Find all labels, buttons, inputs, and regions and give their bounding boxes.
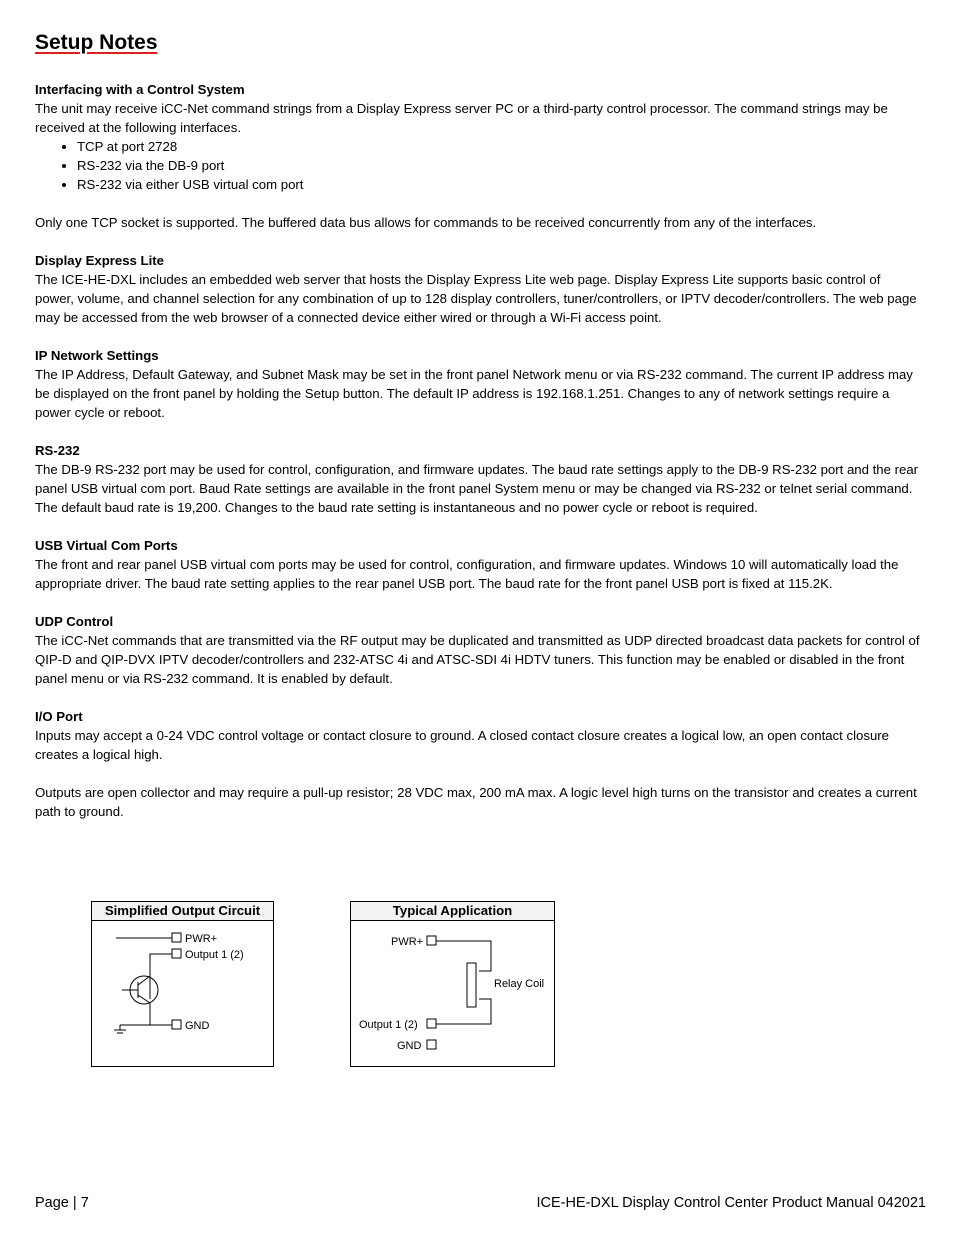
section-paragraph xyxy=(35,783,920,821)
section-usb xyxy=(35,536,920,593)
section-dxl xyxy=(35,251,920,327)
section-paragraph xyxy=(35,213,920,232)
section-udp xyxy=(35,612,920,688)
list-item: • RS-232 via either USB virtual com port xyxy=(77,175,920,194)
interface-list xyxy=(35,137,920,194)
page-number: Page | 7 xyxy=(35,1195,89,1211)
list-item: • RS-232 via the DB-9 port xyxy=(77,156,920,175)
section-heading: IP Network Settings xyxy=(35,348,159,363)
figure-caption: Typical Application xyxy=(351,902,554,921)
section-heading: USB Virtual Com Ports xyxy=(35,538,178,553)
section-rs232 xyxy=(35,441,920,517)
section-interfacing xyxy=(35,80,920,194)
section-io xyxy=(35,707,920,764)
relay-coil-diagram xyxy=(351,921,554,1066)
svg-text:Output 1 (2): Output 1 (2) xyxy=(185,949,244,961)
section-heading: RS-232 xyxy=(35,443,80,458)
svg-text:GND: GND xyxy=(185,1020,210,1032)
svg-text:PWR+: PWR+ xyxy=(391,936,424,948)
figure-caption: Simplified Output Circuit xyxy=(92,902,273,921)
section-body: The front and rear panel USB virtual com ports may be used for control, configuration, and firmware updates. Windows 10 will automatically load the appropriate driver. The baud rate setting applies to the rear panel USB port. The baud rate for the front panel USB port is fixed at 115.2K. xyxy=(35,557,899,591)
svg-text:Relay Coil: Relay Coil xyxy=(494,978,545,990)
section-body: The iCC-Net commands that are transmitted via the RF output may be duplicated and transmitted as UDP directed broadcast data packets for control of QIP-D and QIP-DVX IPTV decoder/controllers and 232-ATSC 4i and ATSC-SDI 4i HDTV tuners. This function may be enabled or disabled in the front panel menu or via RS-232 command. It is enabled by default. xyxy=(35,633,920,686)
content xyxy=(35,80,920,840)
section-body: Inputs may accept a 0-24 VDC control voltage or contact closure to ground. A closed contact closure creates a logical low, an open contact closure creates a logical high. xyxy=(35,728,889,762)
section-heading: Display Express Lite xyxy=(35,253,165,268)
section-body: Only one TCP socket is supported. The buffered data bus allows for commands to be received concurrently from any of the interfaces. xyxy=(35,215,817,230)
section-ip xyxy=(35,346,920,422)
section-body: The unit may receive iCC-Net command strings from a Display Express server PC or a third-party control processor. The command strings may be received at the following interfaces. xyxy=(35,101,888,135)
section-body: The IP Address, Default Gateway, and Subnet Mask may be set in the front panel Network menu or via RS-232 command. The current IP address may be displayed on the front panel by holding the Setup button. The default IP address is 192.168.1.251. Changes to any of network settings require a power cycle or reboot. xyxy=(35,367,913,420)
typical-application-figure xyxy=(350,901,555,1067)
page-title: Setup Notes xyxy=(35,31,158,54)
section-heading: Interfacing with a Control System xyxy=(35,82,245,97)
section-body: The DB-9 RS-232 port may be used for control, configuration, and firmware updates. The baud rate settings apply to the DB-9 RS-232 port and the rear panel USB virtual com port. Baud Rate settings are available in the front panel System menu or may be changed via RS-232 or telnet serial command. The default baud rate is 19,200. Changes to the baud rate setting is instantaneous and no power cycle or reboot is required. xyxy=(35,462,919,515)
output-circuit-figure xyxy=(91,901,274,1067)
footer-manual-title: ICE-HE-DXL Display Control Center Product Manual 042021 xyxy=(536,1195,926,1211)
svg-text:Output 1 (2): Output 1 (2) xyxy=(359,1019,418,1031)
transistor-circuit-diagram xyxy=(92,921,273,1066)
section-heading: UDP Control xyxy=(35,614,114,629)
svg-text:PWR+: PWR+ xyxy=(185,933,218,945)
svg-text:GND: GND xyxy=(397,1040,422,1052)
section-body: Outputs are open collector and may require a pull-up resistor; 28 VDC max, 200 mA max. A logic level high turns on the transistor and creates a current path to ground. xyxy=(35,785,917,819)
list-item: • TCP at port 2728 xyxy=(77,137,920,156)
section-heading: I/O Port xyxy=(35,709,83,724)
section-body: The ICE-HE-DXL includes an embedded web server that hosts the Display Express Lite web page. Display Express Lite supports basic control of power, volume, and channel selection for any combination of up to 128 display controllers, tuner/controllers, or IPTV decoder/controllers. The web page may be accessed from the web browser of a connected device either wired or through a Wi-Fi access point. xyxy=(35,272,917,325)
